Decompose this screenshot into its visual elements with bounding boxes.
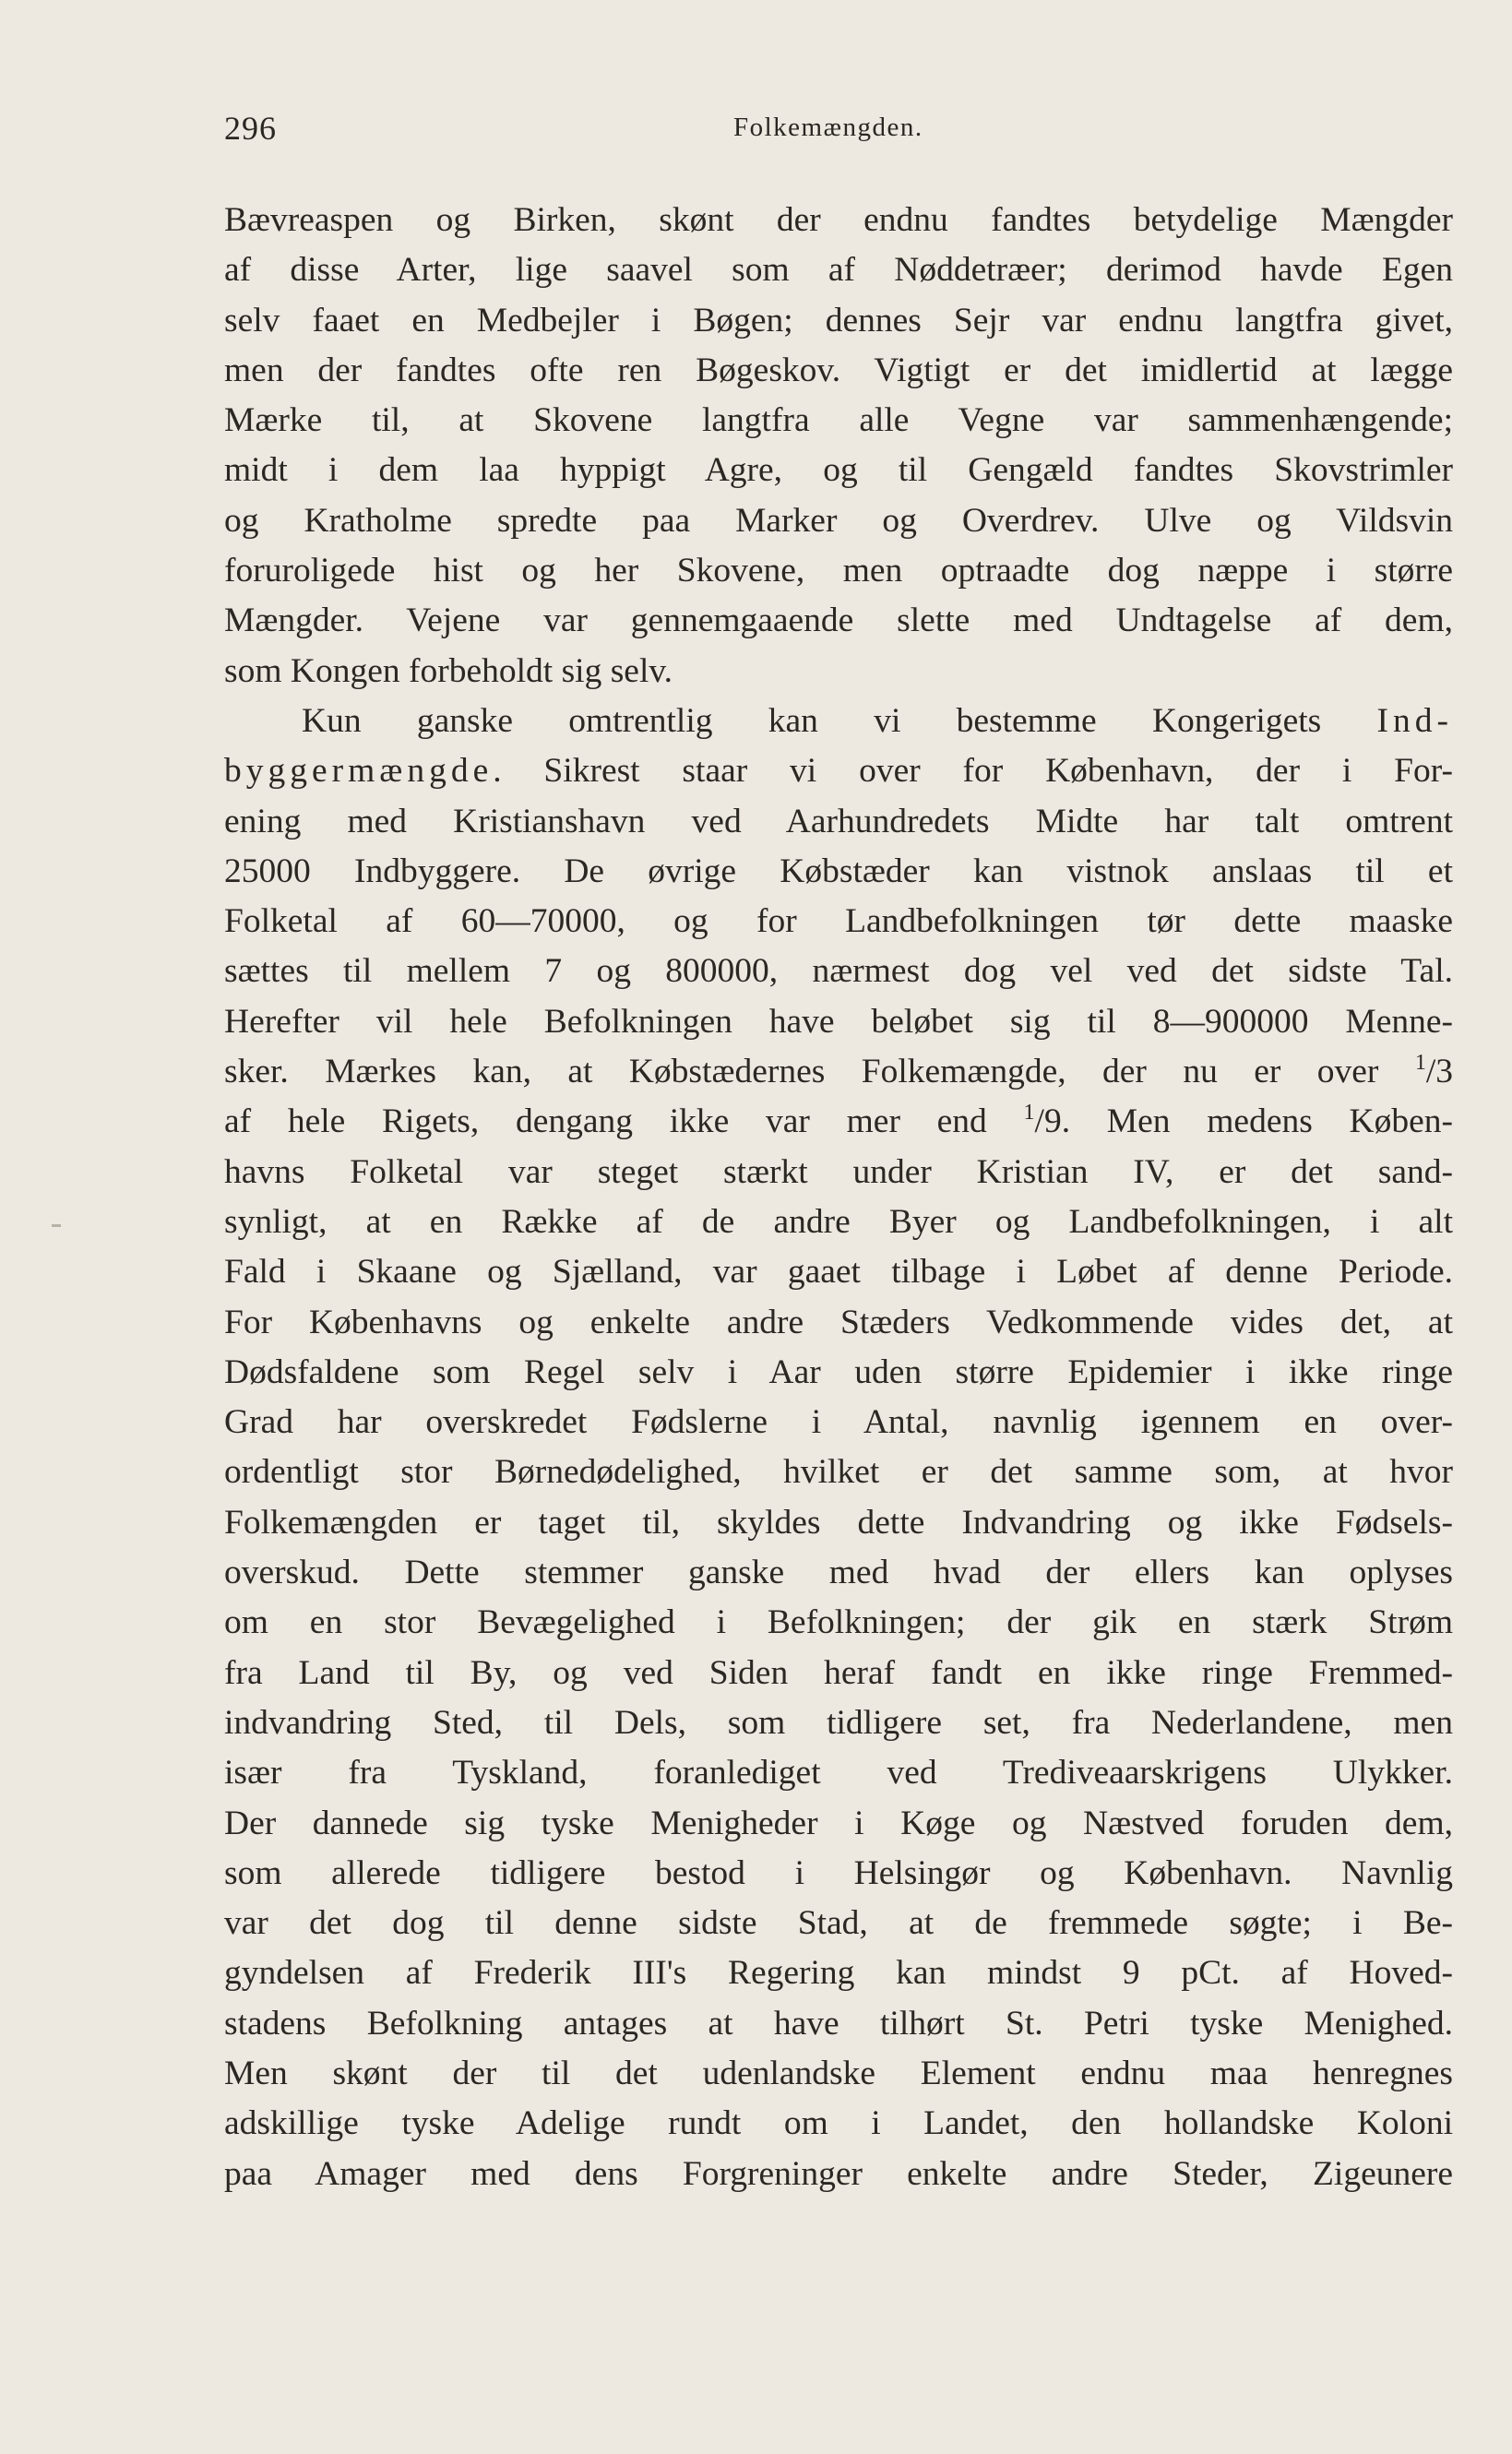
text-segment: af hele Rigets, dengang ikke var mer end [224, 1102, 1024, 1141]
text-line: havns Folketal var steget stærkt under Kristian IV, er det sand- [224, 1152, 1453, 1191]
text-line: For Københavns og enkelte andre Stæders Vedkommende vides det, at [224, 1303, 1453, 1341]
text-line: som Kongen forbeholdt sig selv. [224, 651, 673, 690]
text-line: men der fandtes ofte ren Bøgeskov. Vigtigt er det imidlertid at lægge [224, 351, 1453, 389]
text-line [224, 1097, 1453, 1147]
text-line: Mængder. Vejene var gennemgaaende slette med Undtagelse af dem, [224, 602, 1453, 640]
spaced-term: byggermængde [224, 752, 494, 791]
text-line: Mærke til, at Skovene langtfra alle Vegne var sammenhængende; [224, 401, 1453, 440]
text-line: om en stor Bevægelighed i Befolkningen; der gik en stærk Strøm [224, 1603, 1453, 1642]
text-line: adskillige tyske Adelige rundt om i Landet, den hollandske Koloni [224, 2104, 1453, 2143]
margin-mark [52, 1224, 61, 1227]
text-line: Grad har overskredet Fødslerne i Antal, navnlig igennem en over- [224, 1403, 1453, 1442]
text-line: Bævreaspen og Birken, skønt der endnu fandtes betydelige Mængder [224, 201, 1453, 239]
text-line: ordentligt stor Børnedødelighed, hvilket er det samme som, at hvor [224, 1453, 1453, 1492]
spaced-term: Ind- [1376, 701, 1453, 740]
text-line [224, 746, 1453, 796]
running-head: Folkemængden. [733, 113, 923, 142]
text-line: stadens Befolkning antages at have tilhørt St. Petri tyske Menighed. [224, 2004, 1453, 2043]
text-line: Herefter vil hele Befolkningen have beløbet sig til 8—900000 Menne- [224, 1002, 1453, 1041]
text-line: Men skønt der til det udenlandske Element endnu maa henregnes [224, 2054, 1453, 2092]
text-line: som allerede tidligere bestod i Helsingør og København. Navnlig [224, 1853, 1453, 1892]
text-line: fra Land til By, og ved Siden heraf fandt en ikke ringe Fremmed- [224, 1653, 1453, 1692]
text-line: ening med Kristianshavn ved Aarhundredets Midte har talt omtrent [224, 802, 1453, 840]
text-line: Fald i Skaane og Sjælland, var gaaet tilbage i Løbet af denne Periode. [224, 1253, 1453, 1292]
text-line: overskud. Dette stemmer ganske med hvad der ellers kan oplyses [224, 1554, 1453, 1592]
text-line: midt i dem laa hyppigt Agre, og til Gengæld fandtes Skovstrimler [224, 451, 1453, 490]
fraction-denominator: /3 [1425, 1053, 1453, 1091]
text-line: Der dannede sig tyske Menigheder i Køge og Næstved foruden dem, [224, 1804, 1453, 1842]
text-line: synligt, at en Række af de andre Byer og Landbefolkningen, i alt [224, 1202, 1453, 1241]
text-line: var det dog til denne sidste Stad, at de fremmede søgte; i Be- [224, 1904, 1453, 1943]
text-segment: Kun ganske omtrentlig kan vi bestemme Kongerigets [302, 701, 1377, 740]
text-line: Folketal af 60—70000, og for Landbefolkningen tør dette maaske [224, 902, 1453, 941]
text-line: gyndelsen af Frederik III's Regering kan mindst 9 pCt. af Hoved- [224, 1954, 1453, 1993]
text-line: 25000 Indbyggere. De øvrige Købstæder kan vistnok anslaas til et [224, 852, 1453, 890]
text-line: især fra Tyskland, foranlediget ved Trediveaarskrigens Ulykker. [224, 1754, 1453, 1793]
text-line: foruroligede hist og her Skovene, men optraadte dog næppe i større [224, 552, 1453, 590]
text-line: sættes til mellem 7 og 800000, nærmest dog vel ved det sidste Tal. [224, 952, 1453, 991]
text-segment: /9. Men medens Køben- [1034, 1102, 1454, 1141]
text-line: Folkemængden er taget til, skyldes dette Indvandring og ikke Fødsels- [224, 1503, 1453, 1542]
text-line: af disse Arter, lige saavel som af Nøddetræer; derimod havde Egen [224, 251, 1453, 290]
text-line [224, 1047, 1453, 1097]
text-line: paa Amager med dens Forgreninger enkelte andre Steder, Zigeunere [224, 2154, 1453, 2193]
text-line: indvandring Sted, til Dels, som tidligere set, fra Nederlandene, men [224, 1703, 1453, 1742]
text-line: og Kratholme spredte paa Marker og Overdrev. Ulve og Vildsvin [224, 501, 1453, 540]
body-text [224, 196, 1453, 2199]
text-line: selv faaet en Medbejler i Bøgen; dennes Sejr var endnu langtfra givet, [224, 301, 1453, 340]
text-line-paragraph-start [224, 697, 1453, 746]
text-segment: . Sikrest staar vi over for København, der i For- [493, 752, 1453, 791]
text-segment: sker. Mærkes kan, at Købstædernes Folkemængde, der nu er over [224, 1053, 1415, 1091]
fraction-numerator: 1 [1414, 1051, 1426, 1076]
page-header [224, 109, 1453, 155]
fraction-numerator: 1 [1023, 1101, 1035, 1126]
page-number: 296 [224, 110, 277, 147]
text-line: Dødsfaldene som Regel selv i Aar uden større Epidemier i ikke ringe [224, 1352, 1453, 1391]
